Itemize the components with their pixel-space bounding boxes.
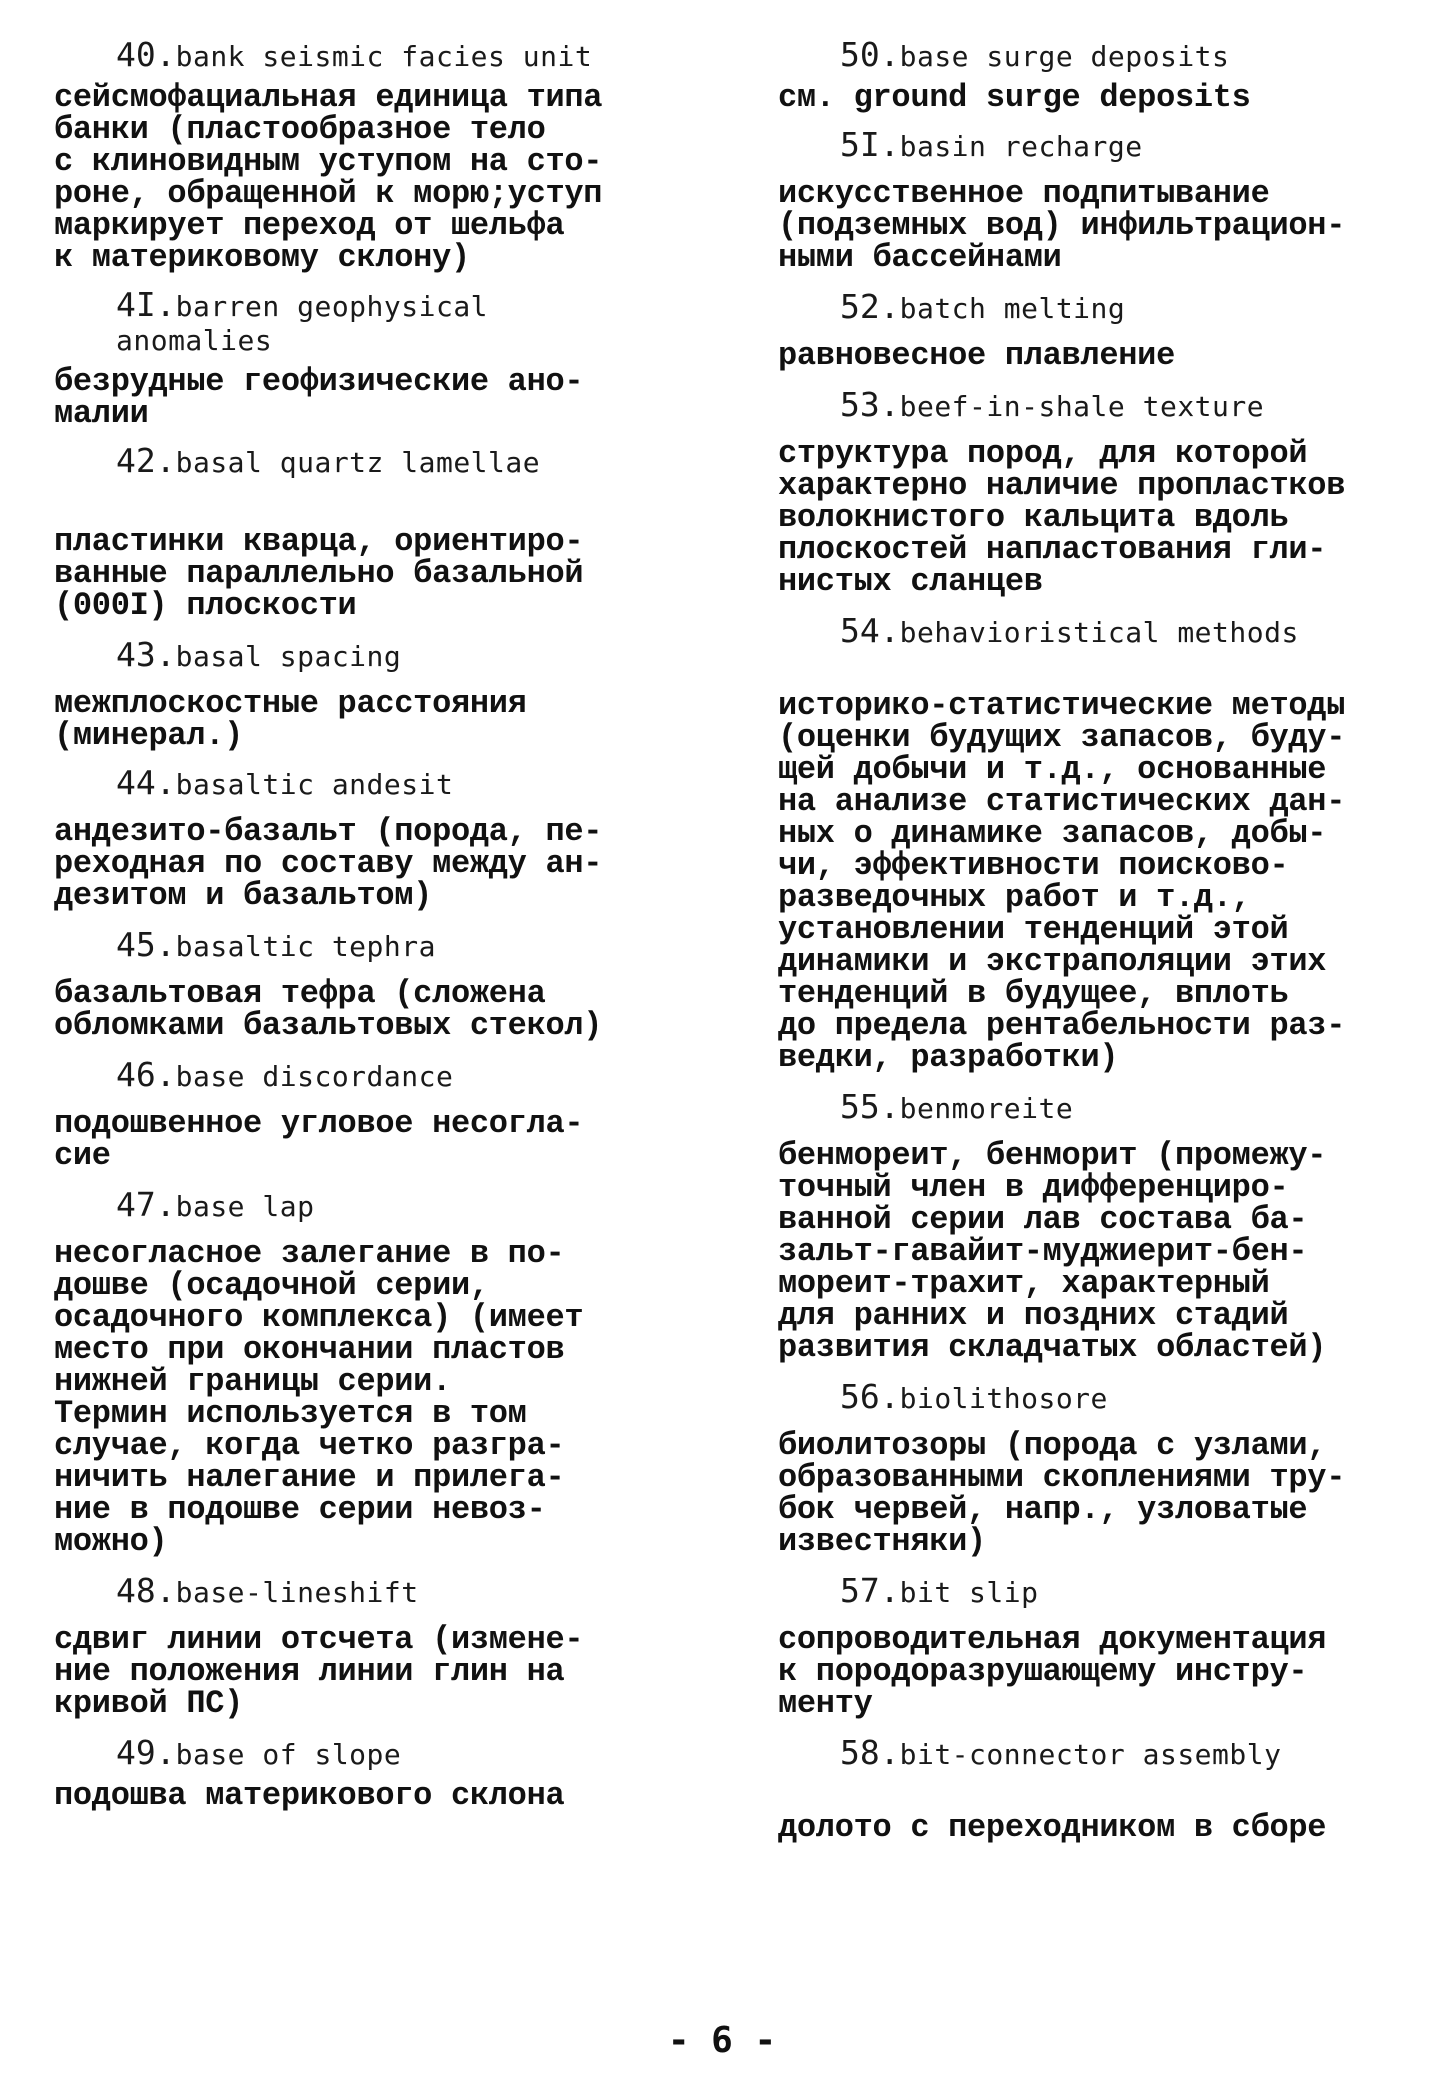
entry-50-see-also — [778, 79, 1408, 116]
entry-term — [778, 385, 1408, 424]
entry-41 — [54, 285, 654, 432]
entry-term-text: barren geophysical anomalies — [116, 290, 489, 357]
entry-48 — [54, 1571, 654, 1722]
entry-definition: несогласное залегание в по- дошве (осадочной серии, осадочного комплекса) (имеет место при окончании пластов нижней границы серии. Термин используется в том случае, когда четко разгра- ничить налегание и прилега- ние в подошве серии невоз- можно) — [54, 1235, 584, 1560]
entry-49 — [54, 1733, 654, 1814]
entry-42 — [54, 441, 654, 624]
entry-number: 50. — [840, 35, 900, 74]
entry-term — [54, 35, 654, 74]
entry-definition: базальтовая тефра (сложена обломками базальтовых стекол) — [54, 975, 603, 1044]
entry-term — [54, 635, 654, 674]
entry-number: 47. — [116, 1185, 176, 1224]
entry-term — [54, 285, 654, 358]
entry-definition: сейсмофациальная единица типа банки (пластообразное тело с клиновидным уступом на сто- роне, обращенной к морю;уступ маркирует переход от шельфа к материковому склону) — [54, 79, 603, 276]
entry-number: 53. — [840, 385, 900, 424]
entry-term-text: benmoreite — [899, 1092, 1074, 1125]
entry-term — [778, 1733, 1408, 1772]
entry-definition: искусственное подпитывание (подземных вод) инфильтрацион- ными бассейнами — [778, 175, 1346, 276]
entry-number: 56. — [840, 1377, 900, 1416]
entry-term-text: basaltic tephra — [175, 930, 436, 963]
see-also-reference: см. ground surge deposits — [778, 79, 1251, 116]
entry-number: 52. — [840, 287, 900, 326]
entry-definition: равновесное плавление — [778, 337, 1175, 374]
entry-definition: сдвиг линии отсчета (измене- ние положения линии глин на кривой ПС) — [54, 1621, 584, 1722]
entry-58 — [778, 1733, 1408, 1846]
entry-term — [778, 1571, 1408, 1610]
entry-term-text: base-lineshift — [175, 1576, 419, 1609]
entry-number: 49. — [116, 1733, 176, 1772]
entry-term — [778, 287, 1408, 326]
entry-term — [778, 1087, 1408, 1126]
entry-term — [54, 763, 654, 802]
entry-definition: безрудные геофизические ано- малии — [54, 363, 584, 432]
entry-number: 4I. — [116, 285, 176, 324]
entry-term — [778, 125, 1408, 164]
entry-term — [778, 611, 1408, 650]
entry-definition: долото с переходником в сборе — [778, 1809, 1327, 1846]
entry-definition: сопроводительная документация к породоразрушающему инстру- менту — [778, 1621, 1327, 1722]
entry-term-text: base lap — [175, 1190, 315, 1223]
entry-51 — [778, 125, 1408, 276]
entry-number: 44. — [116, 763, 176, 802]
entry-term-text: base discordance — [175, 1060, 454, 1093]
entry-number: 42. — [116, 441, 176, 480]
entry-term — [54, 1733, 654, 1772]
entry-term-text: basal spacing — [175, 640, 402, 673]
entry-definition: межплоскостные расстояния (минерал.) — [54, 685, 527, 754]
entry-term — [778, 1377, 1408, 1416]
entry-term-text: bit-connector assembly — [899, 1738, 1282, 1771]
entry-term-text: basal quartz lamellae — [175, 446, 541, 479]
entry-43 — [54, 635, 654, 754]
entry-term-text: beef-in-shale texture — [899, 390, 1265, 423]
right-column — [778, 35, 1408, 1860]
entry-54 — [778, 611, 1408, 1076]
entry-term — [54, 441, 654, 480]
entry-term-text: base surge deposits — [899, 40, 1230, 73]
page-number: - 6 - — [667, 2020, 777, 2061]
entry-term-text: batch melting — [899, 292, 1126, 325]
entry-term-text: base of slope — [175, 1738, 402, 1771]
entry-term — [54, 1571, 654, 1610]
entry-definition: историко-статистические методы (оценки будущих запасов, буду- щей добычи и т.д., основанные на анализе статистических дан- ных о динамике запасов, добы- чи, эффективности поисково- разведочных работ и т.д., установлении тенденций этой динамики и экстраполяции этих тенденций в будущее, вплоть до предела рентабельности раз- ведки, разработки) — [778, 687, 1346, 1076]
entry-term — [54, 1055, 654, 1094]
entry-number: 45. — [116, 925, 176, 964]
entry-term-text: bit slip — [899, 1576, 1039, 1609]
entry-term — [54, 925, 654, 964]
entry-term-text: bank seismic facies unit — [175, 40, 593, 73]
entry-46 — [54, 1055, 654, 1174]
entry-number: 55. — [840, 1087, 900, 1126]
entry-number: 40. — [116, 35, 176, 74]
entry-term — [54, 1185, 654, 1224]
entry-45 — [54, 925, 654, 1044]
entry-55 — [778, 1087, 1408, 1366]
entry-number: 57. — [840, 1571, 900, 1610]
entry-number: 58. — [840, 1733, 900, 1772]
entry-number: 48. — [116, 1571, 176, 1610]
entry-term-text: biolithosore — [899, 1382, 1108, 1415]
entry-52 — [778, 287, 1408, 374]
entry-number: 46. — [116, 1055, 176, 1094]
entry-definition: бенмореит, бенморит (промежу- точный член в дифференциро- ванной серии лав состава ба- зальт-гавайит-муджиерит-бен- мореит-трахит, характерный для ранних и поздних стадий развития складчатых областей) — [778, 1137, 1327, 1366]
entry-44 — [54, 763, 654, 914]
entry-57 — [778, 1571, 1408, 1722]
entry-50 — [778, 35, 1408, 74]
entry-term-text: behavioristical methods — [899, 616, 1299, 649]
entry-47 — [54, 1185, 654, 1560]
entry-definition: биолитозоры (порода с узлами, образованными скоплениями тру- бок червей, напр., узловатые известняки) — [778, 1427, 1346, 1560]
entry-definition: андезито-базальт (порода, пе- реходная по составу между ан- дезитом и базальтом) — [54, 813, 603, 914]
entry-definition: пластинки кварца, ориентиро- ванные параллельно базальной (000I) плоскости — [54, 523, 584, 624]
entry-number: 54. — [840, 611, 900, 650]
entry-53 — [778, 385, 1408, 600]
left-column — [54, 35, 654, 1828]
entry-40 — [54, 35, 654, 276]
entry-number: 43. — [116, 635, 176, 674]
entry-definition: подошвенное угловое несогла- сие — [54, 1105, 584, 1174]
entry-56 — [778, 1377, 1408, 1560]
entry-term-text: basaltic andesit — [175, 768, 454, 801]
entry-definition: структура пород, для которой характерно наличие пропластков волокнистого кальцита вдоль плоскостей напластования гли- нистых сланцев — [778, 435, 1346, 600]
entry-number: 5I. — [840, 125, 900, 164]
entry-definition: подошва материкового склона — [54, 1777, 565, 1814]
entry-term-text: basin recharge — [899, 130, 1143, 163]
entry-term — [778, 35, 1408, 74]
